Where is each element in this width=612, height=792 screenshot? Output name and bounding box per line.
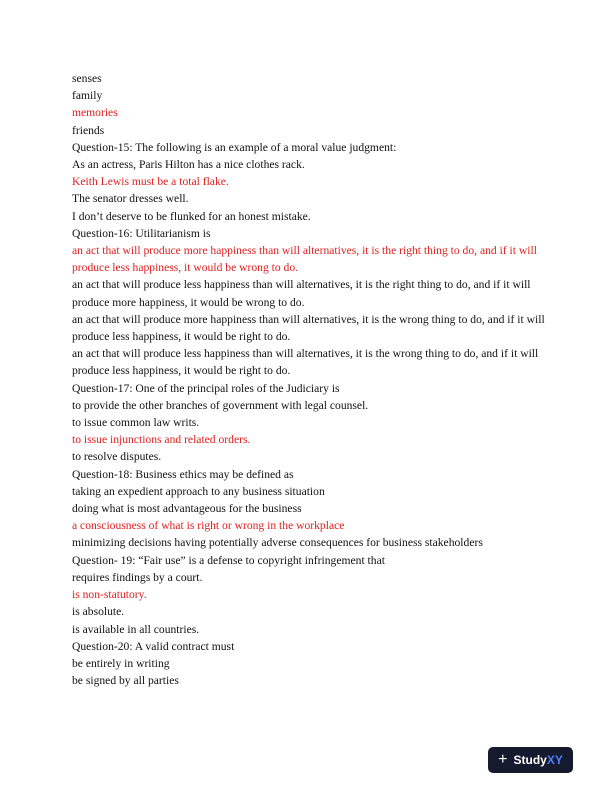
highlighted-answer-line: is non-statutory. [72, 588, 147, 602]
brand-accent-text: XY [546, 753, 563, 767]
option-line: is absolute. [72, 605, 125, 619]
brand-main-text: Study [513, 753, 547, 767]
option-line: to issue common law writs. [72, 416, 200, 430]
option-line: an act that will produce more happiness than will alternatives, it is the wrong thing to do, and if it will produce less happiness, it would be right to do. [72, 312, 545, 344]
studyxy-badge[interactable] [488, 747, 573, 773]
option-line: an act that will produce less happiness than will alternatives, it is the wrong thing to do, and if it will produce less happiness, it would be right to do. [72, 347, 539, 378]
option-line: be entirely in writing [72, 656, 170, 670]
highlighted-answer-line: memories [72, 106, 118, 120]
option-line: to provide the other branches of government with legal counsel. [72, 398, 369, 412]
highlighted-answer-line: Keith Lewis must be a total flake. [72, 175, 229, 189]
option-line: friends [72, 123, 105, 137]
option-line: taking an expedient approach to any business situation [72, 484, 325, 498]
option-line: The senator dresses well. [72, 192, 189, 206]
document-body [72, 70, 552, 689]
question-line: Question-20: A valid contract must [72, 639, 235, 653]
highlighted-answer-line: a consciousness of what is right or wrong in the workplace [72, 519, 345, 533]
question-line: Question-18: Business ethics may be defined as [72, 467, 294, 481]
option-line: senses [72, 72, 102, 85]
question-line: Question-17: One of the principal roles of the Judiciary is [72, 381, 340, 395]
question-line: Question- 19: “Fair use” is a defense to copyright infringement that [72, 553, 385, 567]
option-line: is available in all countries. [72, 622, 200, 636]
option-line: As an actress, Paris Hilton has a nice clothes rack. [72, 158, 305, 172]
option-line: doing what is most advantageous for the business [72, 502, 302, 516]
option-line: family [72, 89, 103, 103]
highlighted-answer-line: to issue injunctions and related orders. [72, 433, 251, 447]
brand-name [513, 753, 562, 767]
highlighted-answer-line: an act that will produce more happiness than will alternatives, it is the right thing to do, and if it will produce less happiness, it would be wrong to do. [72, 244, 537, 275]
question-line: Question-15: The following is an example of a moral value judgment: [72, 140, 397, 154]
question-line: Question-16: Utilitarianism is [72, 226, 211, 240]
option-line: to resolve disputes. [72, 450, 162, 464]
option-line: requires findings by a court. [72, 570, 203, 584]
option-line: I don’t deserve to be flunked for an honest mistake. [72, 209, 311, 223]
option-line: be signed by all parties [72, 674, 179, 688]
plus-icon: + [498, 751, 508, 768]
option-line: an act that will produce less happiness than will alternatives, it is the right thing to do, and if it will produce more happiness, it would be wrong to do. [72, 278, 531, 309]
option-line: minimizing decisions having potentially adverse consequences for business stakeholders [72, 536, 483, 550]
